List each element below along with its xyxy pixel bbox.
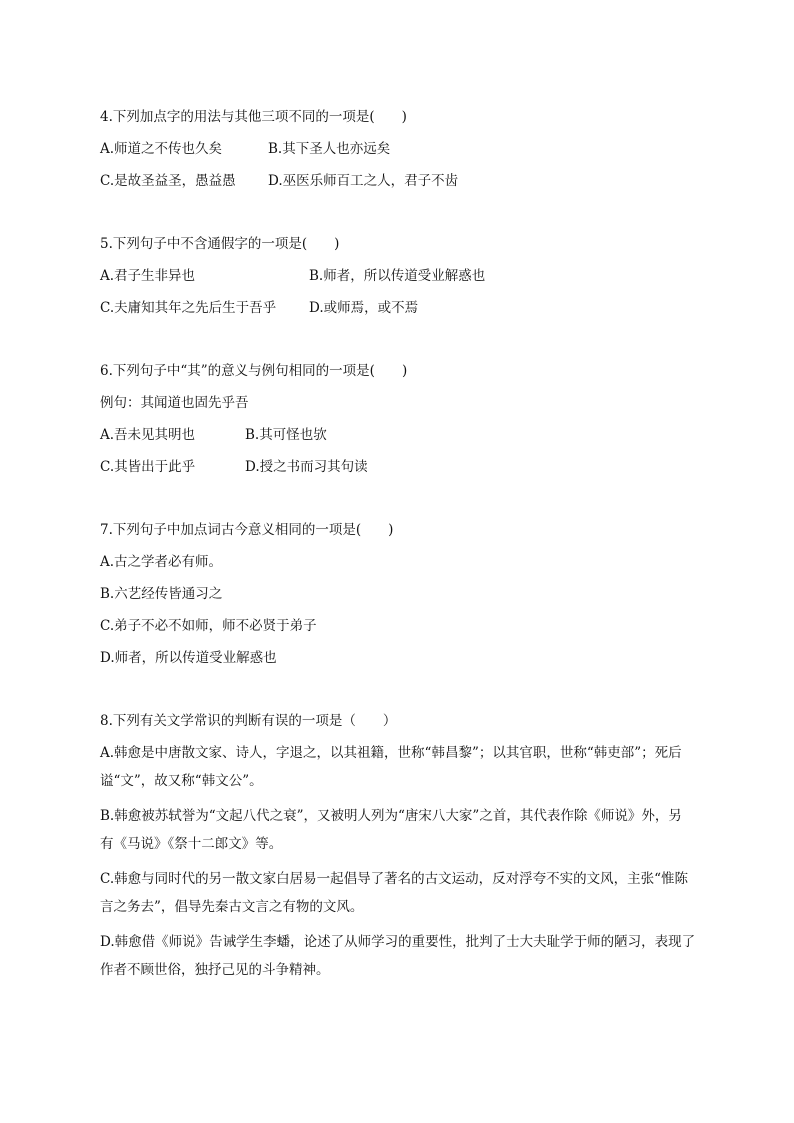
question-5-option-d: D.或师焉，或不焉 — [309, 300, 419, 316]
question-7-option-b: B.六艺经传皆通习之 — [100, 586, 223, 602]
question-8-option-a-line1: A.韩愈是中唐散文家、诗人，字退之，以其祖籍，世称“韩昌黎”；以其官职，世称“韩吏部”；死后 — [100, 745, 682, 761]
question-7-stem: 7.下列句子中加点词古今意义相同的一项是( ) — [100, 522, 394, 538]
question-4-option-c: C.是故圣益圣，愚益愚 — [100, 173, 236, 189]
question-8-option-b-line1: B.韩愈被苏轼誉为“文起八代之衰”，又被明人列为“唐宋八大家”之首，其代表作除《师说》外，另 — [100, 808, 682, 824]
question-7-option-a: A.古之学者必有师。 — [100, 554, 223, 570]
question-8-option-b-line2: 有《马说》《祭十二郎文》等。 — [100, 836, 283, 852]
question-4-option-a: A.师道之不传也久矣 — [100, 141, 223, 157]
question-6-example: 例句：其闻道也固先乎吾 — [100, 395, 249, 411]
question-6-option-d: D.授之书而习其句读 — [245, 459, 368, 475]
question-6-option-c: C.其皆出于此乎 — [100, 459, 196, 475]
question-5-option-b: B.师者，所以传道受业解惑也 — [309, 268, 486, 284]
question-5-option-a: A.君子生非异也 — [100, 268, 196, 284]
question-7-option-d: D.师者，所以传道受业解惑也 — [100, 650, 277, 666]
question-5-option-c: C.夫庸知其年之先后生于吾乎 — [100, 300, 277, 316]
question-8-option-a-line2: 谥“文”，故又称“韩文公”。 — [100, 773, 263, 789]
question-4-option-d: D.巫医乐师百工之人，君子不齿 — [268, 173, 459, 189]
question-7-option-c: C.弟子不必不如师，师不必贤于弟子 — [100, 618, 317, 634]
question-8-option-c-line2: 言之务去”，倡导先秦古文言之有物的文风。 — [100, 899, 364, 915]
question-6-option-b: B.其可怪也欤 — [245, 427, 327, 443]
question-6-option-a: A.吾未见其明也 — [100, 427, 196, 443]
question-4-option-b: B.其下圣人也亦远矣 — [268, 141, 391, 157]
question-6-stem: 6.下列句子中“其”的意义与例句相同的一项是( ) — [100, 363, 408, 379]
question-8-option-d-line1: D.韩愈借《师说》告诫学生李蟠，论述了从师学习的重要性，批判了士大夫耻学于师的陋习，表现了 — [100, 934, 696, 950]
question-8-stem: 8.下列有关文学常识的判断有误的一项是（ ） — [100, 713, 397, 729]
question-8-option-d-line2: 作者不顾世俗，独抒己见的斗争精神。 — [100, 962, 330, 978]
question-5-stem: 5.下列句子中不含通假字的一项是( ) — [100, 236, 340, 252]
question-4-stem: 4.下列加点字的用法与其他三项不同的一项是( ) — [100, 109, 407, 125]
question-8-option-c-line1: C.韩愈与同时代的另一散文家白居易一起倡导了著名的古文运动，反对浮夸不实的文风，主张“惟陈 — [100, 871, 689, 887]
